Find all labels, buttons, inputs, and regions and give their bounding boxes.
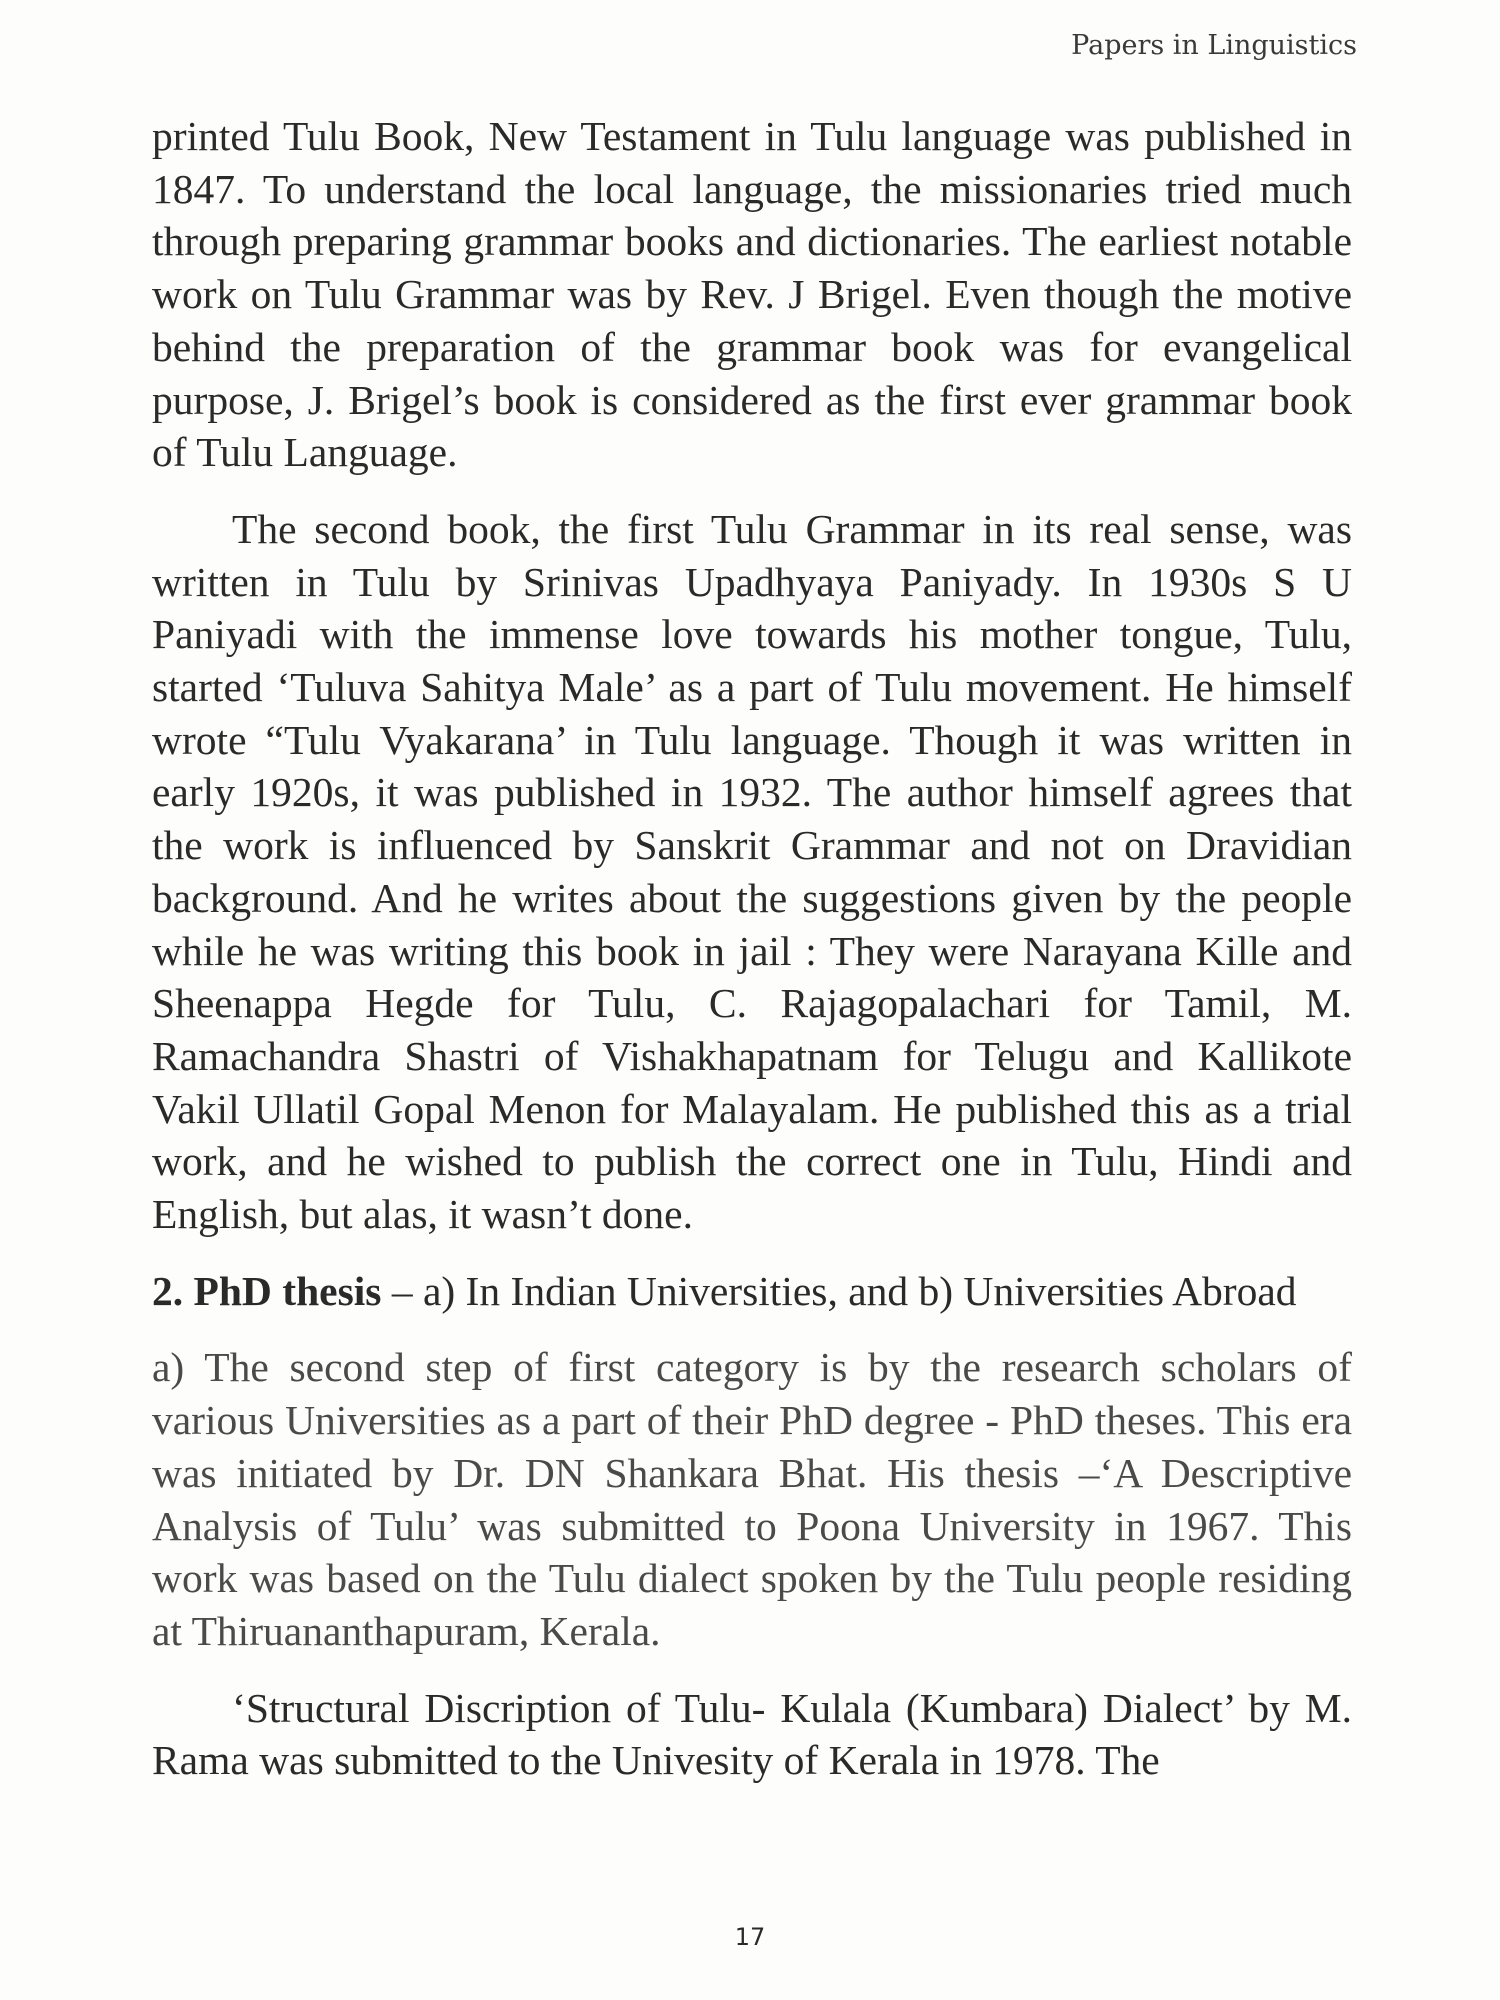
paragraph-kulala-dialect: ‘Structural Discription of Tulu- Kulala (Kumbara) Dialect’ by M. Rama was submitted to the Univesity of Kerala in 1978. The bbox=[152, 1684, 1352, 1784]
section-heading-bold: 2. PhD thesis bbox=[152, 1267, 382, 1314]
body-text bbox=[152, 110, 1352, 1811]
section-heading-phd-thesis bbox=[152, 1265, 1352, 1318]
running-header: Papers in Linguistics bbox=[1071, 30, 1357, 61]
section-heading-rest: – a) In Indian Universities, and b) Universities Abroad bbox=[381, 1267, 1297, 1314]
page-number: 17 bbox=[734, 1923, 766, 1951]
paragraph-paniyady-grammar: The second book, the first Tulu Grammar in its real sense, was written in Tulu by Srinivas Upadhyaya Paniyady. In 1930s S U Paniyadi with the immense love towards his mother tongue, Tulu, started ‘Tuluva Sahitya Male’ as a part of Tulu movement. He himself wrote “Tulu Vyakarana’ in Tulu language. Though it was written in early 1920s, it was published in 1932. The author himself agrees that the work is influenced by Sanskrit Grammar and not on Dravidian background. And he writes about the suggestions given by the people while he was writing this book in jail : They were Narayana Kille and Sheenappa Hegde for Tulu, C. Rajagopalachari for Tamil, M. Ramachandra Shastri of Vishakhapatnam for Telugu and Kallikote Vakil Ullatil Gopal Menon for Malayalam. He published this as a trial work, and he wished to publish the correct one in Tulu, Hindi and English, but alas, it wasn’t done. bbox=[152, 505, 1352, 1238]
paragraph-brigel-grammar: printed Tulu Book, New Testament in Tulu language was published in 1847. To understand the local language, the missionaries tried much through preparing grammar books and dictionaries. The earliest notable work on Tulu Grammar was by Rev. J Brigel. Even though the motive behind the preparation of the grammar book was for evangelical purpose, J. Brigel’s book is considered as the first ever grammar book of Tulu Language. bbox=[152, 113, 1352, 476]
paragraph-phd-theses: a) The second step of first category is by the research scholars of various Universities as a part of their PhD degree - PhD theses. This era was initiated by Dr. DN Shankara Bhat. His thesis –‘A Descriptive Analysis of Tulu’ was submitted to Poona University in 1967. This work was based on the Tulu dialect spoken by the Tulu people residing at Thiruananthapuram, Kerala. bbox=[152, 1344, 1352, 1654]
